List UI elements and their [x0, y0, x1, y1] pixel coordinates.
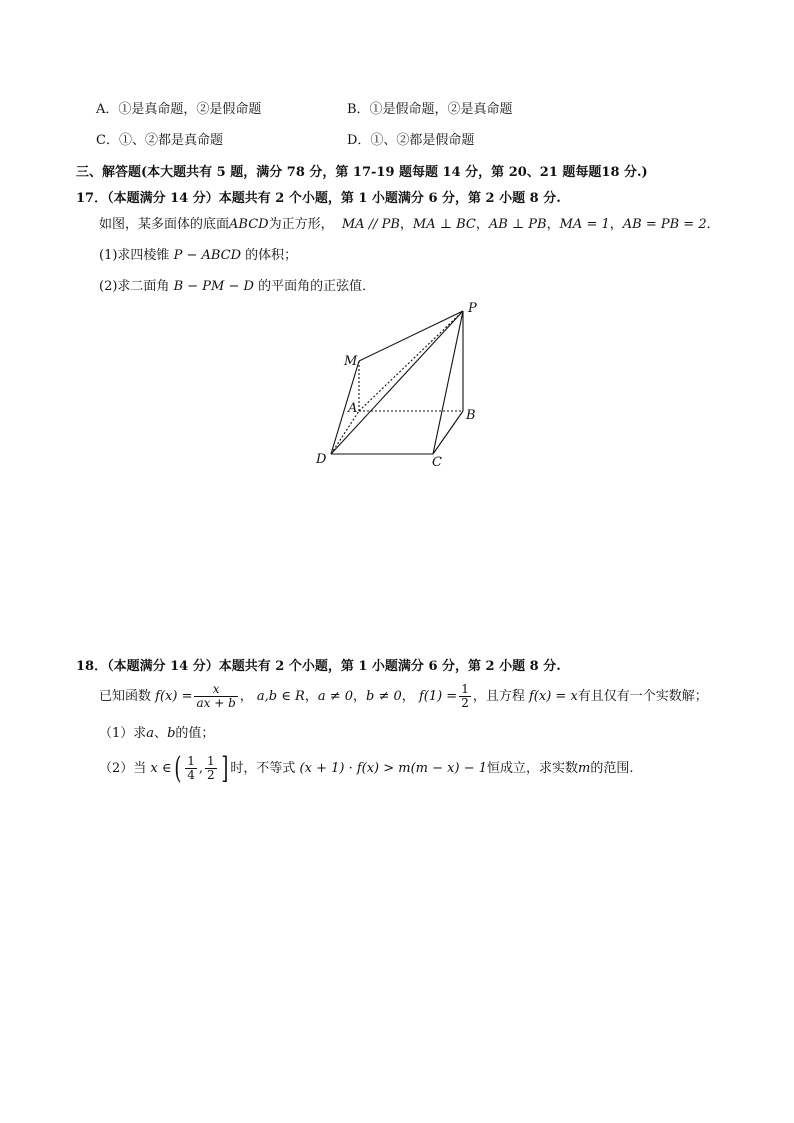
option-b: B．①是假命题，②是真命题: [347, 102, 513, 117]
section-heading: 三、解答题(本大题共有 5 题，满分 78 分，第 17-19 题每题 14 分，第 20、21 题每题18 分.): [76, 165, 648, 180]
cond-ma-eq-1: MA = 1: [559, 217, 610, 232]
cond-ab-perp-pb: AB ⊥ PB: [488, 217, 547, 232]
q18-part1: （1）求a、b的值；: [99, 726, 215, 741]
frac-one-half: $\frac{1}{2}$: [461, 682, 469, 710]
label-d: D: [316, 452, 327, 467]
label-b: B: [466, 408, 476, 423]
label-m: M: [344, 354, 358, 369]
label-p: P: [468, 301, 477, 316]
q17-intro: 如图，某多面体的底面ABCD为正方形， MA // PB，MA ⊥ BC，AB ⊥ PB，MA = 1，AB = PB = 2．: [99, 217, 720, 232]
edge-mp: [359, 311, 463, 361]
label-c: C: [432, 455, 442, 470]
edge-da: [331, 411, 359, 454]
cond-ma-perp-bc: MA ⊥ BC: [412, 217, 476, 232]
q18-part2: （2）当 x ∈( $\frac{1}{4}$ , $\frac{1}{2}$ ] 时，不等式 (x + 1) · f(x) > m(m − x) − 1恒成立，求实数m的范围.: [99, 750, 634, 786]
option-c: C．①、②都是真命题: [96, 133, 223, 148]
option-d: D．①、②都是假命题: [347, 133, 475, 148]
q17-part1: (1)求四棱锥 P − ABCD 的体积；: [99, 248, 298, 263]
frac-x-over-ax-b: $\frac{x}{ax + b}$: [196, 682, 236, 710]
label-a: A: [348, 401, 358, 416]
q17-heading: 17．（本题满分 14 分）本题共有 2 个小题，第 1 小题满分 6 分，第 2 小题 8 分.: [76, 191, 561, 206]
edge-ap: [359, 311, 463, 411]
polyhedron-figure: [300, 300, 500, 472]
edge-dp: [331, 311, 463, 454]
cond-ma-parallel-pb: MA // PB: [341, 217, 400, 232]
frac-one-quarter: $\frac{1}{4}$: [187, 754, 195, 782]
abcd-label: ABCD: [229, 217, 269, 232]
q17-part2: (2)求二面角 B − PM − D 的平面角的正弦值．: [99, 279, 376, 294]
q18-heading: 18．（本题满分 14 分）本题共有 2 个小题，第 1 小题满分 6 分，第 2 小题 8 分.: [76, 659, 561, 674]
q18-line1: 已知函数 f(x) = $\frac{x}{ax + b}$ ， a,b ∈ R，a ≠ 0，b ≠ 0， f(1) = $\frac{1}{2}$ ，且方程 f(x) = x有且仅有一个实数解；: [99, 682, 708, 710]
frac-one-half-b: $\frac{1}{2}$: [207, 754, 215, 782]
cond-ab-pb-eq-2: AB = PB = 2: [622, 217, 707, 232]
option-a: A．①是真命题，②是假命题: [96, 102, 262, 117]
